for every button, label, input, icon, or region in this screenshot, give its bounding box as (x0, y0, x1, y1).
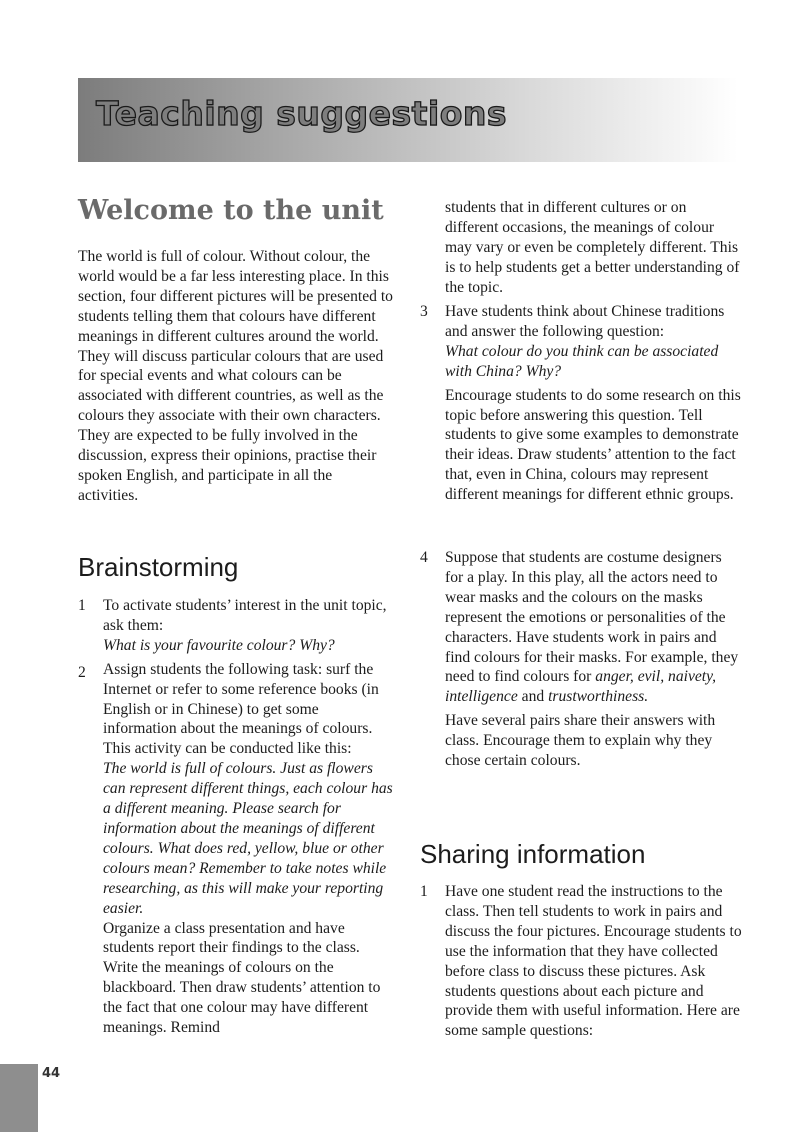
item-number: 2 (78, 664, 86, 681)
sharing-item-1 (420, 882, 742, 1041)
item-text-part: and (517, 688, 549, 706)
title-banner (78, 78, 738, 162)
banner-title: Teaching suggestions (96, 94, 508, 133)
item-quote: The world is full of colours. Just as flowers can represent different things, each colour has a different meaning. Please search for information about the meanings of different colours. What does red, yellow, blue or other colours mean? Remember to take notes while researching, as this will make your reporting easier. (103, 760, 393, 917)
item-text: To activate students’ interest in the unit topic, ask them: (103, 597, 387, 634)
item-followup: Have several pairs share their answers with class. Encourage them to explain why they chose certain colours. (445, 712, 716, 770)
sharing-heading: Sharing information (420, 839, 646, 869)
emotion-words: anger, evil, naivety, intelligence (445, 668, 717, 706)
item-question: What is your favourite colour? Why? (103, 636, 335, 654)
item-text (445, 548, 742, 707)
item-text-part: Suppose that students are costume designers for a play. In this play, all the actors need to wear masks and the colours on the masks represent the emotions or personalities of the characters. Have students work in pairs and find colours for their masks. For example, they need to find colours for (445, 549, 739, 686)
welcome-heading: Welcome to the unit (78, 195, 384, 226)
brainstorm-item-1 (78, 596, 396, 1038)
page-number: 44 (42, 1066, 61, 1081)
page-tab (0, 1064, 38, 1132)
item-number: 4 (420, 549, 428, 566)
item-text-part: . (644, 688, 649, 706)
item-followup: Encourage students to do some research on this topic before answering this question. Tell students to give some examples to demonstrate their ideas. Draw students’ attention to the fact that, even in China, colours may represent different meanings for different ethnic groups. (445, 386, 741, 504)
brainstorm-item-3 (420, 302, 742, 505)
item-question: What colour do you think can be associated with China? Why? (445, 342, 719, 380)
item-number: 3 (420, 303, 428, 320)
brainstorming-heading: Brainstorming (78, 552, 239, 582)
continuation-paragraph: students that in different cultures or on different occasions, the meanings of colour may vary or even be completely different. This is to help students get a better understanding of the topic. (445, 199, 740, 296)
emotion-word-last: trustworthiness (548, 688, 645, 706)
item-text: Have one student read the instructions to the class. Then tell students to work in pairs and discuss the four pictures. Encourage students to use the information that they have collected before class to discuss these pictures. Ask students questions about each picture and provide them with useful information. Here are some sample questions: (445, 883, 742, 1040)
item-text: Assign students the following task: surf the Internet or refer to some reference books (in English or in Chinese) to get some information about the meanings of colours. This activity can be conducted like this: (103, 660, 379, 758)
item-followup: Organize a class presentation and have students report their findings to the class. Write the meanings of colours on the blackboard. Then draw students’ attention to the fact that one colour may have different meanings. Remind (103, 919, 381, 1037)
intro-paragraph: The world is full of colour. Without colour, the world would be a far less interesting place. In this section, four different pictures will be presented to students telling them that colours have different meanings in different cultures around the world. They will discuss particular colours that are used for special events and what colours can be associated with different countries, as well as the colours they associate with their own characters. They are expected to be fully involved in the discussion, express their opinions, practise their spoken English, and participate in all the activities. (78, 248, 393, 504)
item-number: 1 (78, 597, 86, 614)
brainstorm-item-4 (420, 548, 742, 771)
item-number: 1 (420, 883, 428, 900)
item-text: Have students think about Chinese traditions and answer the following question: (445, 303, 725, 340)
